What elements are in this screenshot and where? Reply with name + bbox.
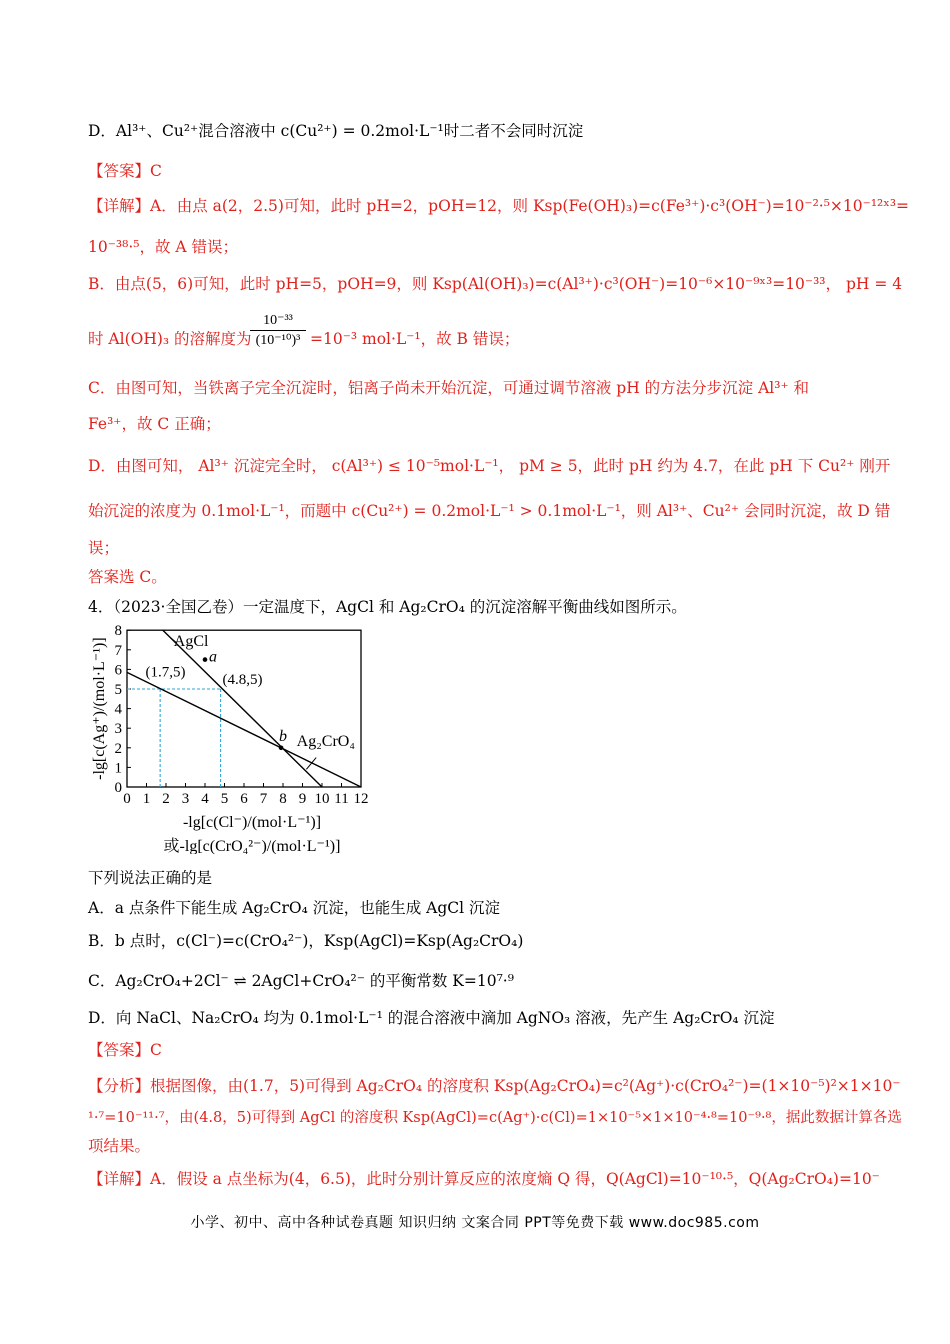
option-d-line: D．Al³⁺、Cu²⁺混合溶液中 c(Cu²⁺) = 0.2mol·L⁻¹时二者不会同时沉淀	[88, 122, 584, 140]
x-tick-label: 3	[181, 791, 190, 807]
y-axis-label: -lg[c(Ag⁺)/(mol·L⁻¹)]	[91, 637, 108, 780]
option-c: C．Ag₂CrO₄+2Cl⁻ ⇌ 2AgCl+CrO₄²⁻ 的平衡常数 K=10⁷·⁹	[88, 972, 514, 990]
x-tick-label: 9	[298, 791, 307, 807]
y-tick-label: 7	[114, 642, 122, 659]
explanation-a-line-2: 10⁻³⁸·⁵，故 A 错误；	[88, 238, 239, 256]
ag2cro4-leader	[306, 758, 316, 770]
x-tick-label: 4	[201, 791, 209, 807]
analysis-line: 【分析】根据图像，由(1.7，5)可得到 Ag₂CrO₄ 的溶度积 Ksp(Ag₂CrO₄)=c²(Ag⁺)·c(CrO₄²⁻)=(1×10⁻⁵)²×1×10⁻	[88, 1077, 901, 1095]
question-4-stem: 4．（2023·全国乙卷）一定温度下，AgCl 和 Ag₂CrO₄ 的沉淀溶解平衡曲线如图所示。	[88, 598, 687, 616]
final-answer: 答案选 C。	[88, 568, 167, 586]
explanation-a-line: 【详解】A．由点 a(2，2.5)可知，此时 pH=2，pOH=12，则 Ksp(Fe(OH)₃)=c(Fe³⁺)·c³(OH⁻)=10⁻²·⁵×10⁻¹²ˣ³=	[88, 197, 910, 215]
explanation-b-result: =10⁻³ mol·L⁻¹，故 B 错误；	[310, 330, 520, 348]
analysis-line-3: 项结果。	[88, 1137, 151, 1155]
y-tick-label: 2	[114, 740, 122, 757]
point-a-label: a	[209, 648, 217, 666]
agcl-label: AgCl	[173, 632, 209, 650]
fraction	[250, 312, 306, 349]
y-tick-label: 4	[114, 701, 122, 718]
x-tick-label: 6	[240, 791, 248, 807]
x-tick-label: 0	[123, 791, 131, 807]
x-axis-label-line2: 或-lg[c(CrO₄²⁻)/(mol·L⁻¹)]	[163, 838, 341, 854]
y-tick-label: 3	[114, 721, 122, 738]
fraction-denominator: (10⁻¹⁰)³	[255, 333, 301, 348]
annotation-1-7-5: (1.7,5)	[145, 664, 186, 681]
y-tick-label: 0	[114, 780, 122, 796]
detail-line: 【详解】A．假设 a 点坐标为(4，6.5)，此时分别计算反应的浓度熵 Q 得，Q(AgCl)=10⁻¹⁰·⁵，Q(Ag₂CrO₄)=10⁻	[88, 1170, 880, 1188]
ag2cro4-curve	[127, 672, 361, 787]
y-tick-label: 5	[114, 682, 122, 698]
point-a-marker	[203, 657, 208, 662]
point-b-marker	[279, 746, 284, 751]
analysis-line-2: ¹·⁷=10⁻¹¹·⁷，由(4.8，5)可得到 AgCl 的溶度积 Ksp(AgCl)=c(Ag⁺)·c(Cl)=1×10⁻⁵×1×10⁻⁴·⁸=10⁻⁹·⁸，据此数据计算各选	[88, 1110, 902, 1126]
explanation-d-line-3: 误；	[88, 539, 120, 557]
question-prompt: 下列说法正确的是	[88, 869, 213, 887]
y-tick-label: 6	[114, 662, 122, 679]
annotation-4-8-5: (4.8,5)	[222, 672, 263, 689]
solubility-chart	[84, 622, 374, 854]
explanation-d-line: D．由图可知， Al³⁺ 沉淀完全时， c(Al³⁺) ≤ 10⁻⁵mol·L⁻¹， pM ≥ 5，此时 pH 约为 4.7，在此 pH 下 Cu²⁺ 刚开	[88, 457, 891, 475]
ag2cro4-label: Ag₂CrO₄	[296, 732, 355, 750]
solubility-text: 时 Al(OH)₃ 的溶解度为	[88, 330, 252, 348]
x-tick-label: 1	[142, 791, 151, 807]
explanation-b-line-2	[88, 328, 252, 350]
x-tick-label: 8	[279, 791, 287, 807]
answer-label: 【答案】C	[88, 162, 162, 180]
agcl-curve	[127, 622, 322, 787]
fraction-numerator: 10⁻³³	[263, 313, 293, 328]
explanation-c-line: C．由图可知，当铁离子完全沉淀时，铝离子尚未开始沉淀，可通过调节溶液 pH 的方法分步沉淀 Al³⁺ 和	[88, 379, 810, 397]
x-tick-label: 10	[314, 791, 330, 807]
y-tick-label: 1	[114, 760, 122, 777]
x-tick-label: 7	[259, 791, 268, 807]
explanation-d-line-2: 始沉淀的浓度为 0.1mol·L⁻¹，而题中 c(Cu²⁺) = 0.2mol·L⁻¹ > 0.1mol·L⁻¹，则 Al³⁺、Cu²⁺ 会同时沉淀，故 D 错	[88, 502, 891, 520]
explanation-b-line: B．由点(5，6)可知，此时 pH=5，pOH=9，则 Ksp(Al(OH)₃)=c(Al³⁺)·c³(OH⁻)=10⁻⁶×10⁻⁹ˣ³=10⁻³³， pH = 4	[88, 275, 903, 293]
x-tick-label: 12	[353, 791, 369, 807]
explanation-c-line-2: Fe³⁺，故 C 正确；	[88, 415, 221, 433]
y-tick-label: 8	[114, 623, 122, 640]
x-tick-label: 5	[220, 791, 229, 807]
option-d: D．向 NaCl、Na₂CrO₄ 均为 0.1mol·L⁻¹ 的混合溶液中滴加 AgNO₃ 溶液，先产生 Ag₂CrO₄ 沉淀	[88, 1009, 775, 1027]
answer-label-2: 【答案】C	[88, 1041, 162, 1059]
page-footer: 小学、初中、高中各种试卷真题 知识归纳 文案合同 PPT等免费下载 www.doc985.com	[190, 1215, 760, 1231]
option-b: B．b 点时，c(Cl⁻)=c(CrO₄²⁻)，Ksp(AgCl)=Ksp(Ag₂CrO₄)	[88, 932, 524, 950]
point-b-label: b	[279, 727, 288, 745]
x-axis-label-line1: -lg[c(Cl⁻)/(mol·L⁻¹)]	[182, 814, 322, 831]
x-tick-label: 11	[334, 791, 349, 807]
plot-frame	[127, 630, 361, 787]
x-tick-label: 2	[162, 791, 170, 807]
fraction-bar	[250, 330, 306, 331]
option-a: A．a 点条件下能生成 Ag₂CrO₄ 沉淀，也能生成 AgCl 沉淀	[88, 899, 501, 917]
